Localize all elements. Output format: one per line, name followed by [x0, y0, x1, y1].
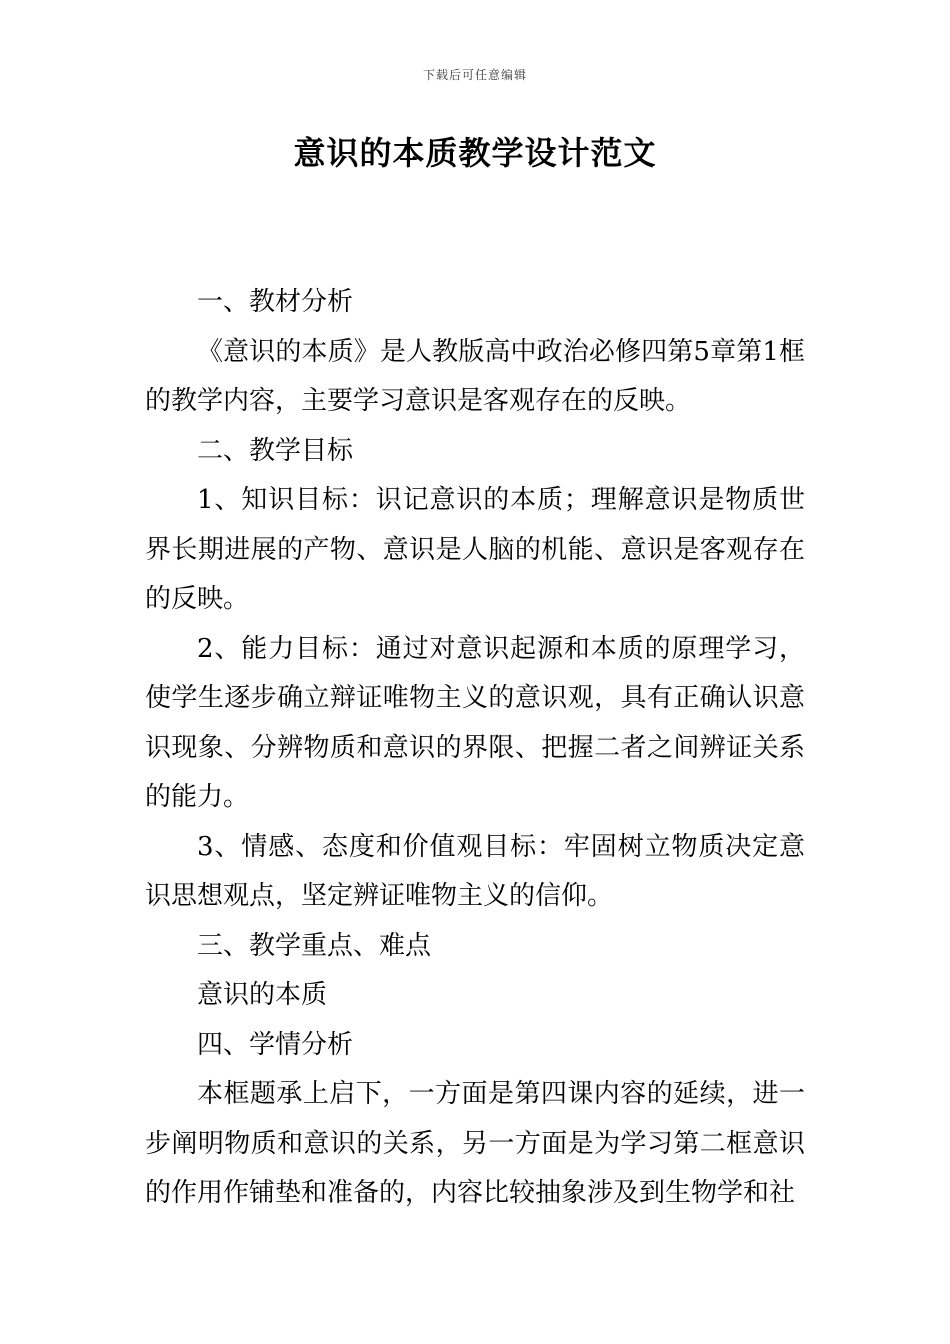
section-heading-textbook-analysis: 一、教材分析 — [197, 287, 354, 317]
paragraph-textbook-analysis: 《意识的本质》是人教版高中政治必修四第5章第1框的教学内容，主要学习意识是客观存在的反映。 — [145, 336, 805, 416]
paragraph-values-goal: 3、情感、态度和价值观目标：牢固树立物质决定意识思想观点，坚定辨证唯物主义的信仰。 — [145, 831, 805, 911]
section-heading-key-points: 三、教学重点、难点 — [197, 930, 432, 961]
section-heading-teaching-goals: 二、教学目标 — [197, 435, 354, 466]
header-note: 下载后可任意编辑 — [422, 68, 527, 82]
paragraph-knowledge-goal: 1、知识目标：识记意识的本质；理解意识是物质世界长期进展的产物、意识是人脑的机能、意识是客观存在的反映。 — [145, 485, 805, 614]
paragraph-key-points: 意识的本质 — [197, 980, 328, 1010]
paragraph-student-analysis: 本框题承上启下，一方面是第四课内容的延续，进一步阐明物质和意识的关系，另一方面是为学习第二框意识的作用作铺垫和准备的，内容比较抽象涉及到生物学和社 — [145, 1079, 805, 1208]
paragraph-ability-goal: 2、能力目标：通过对意识起源和本质的原理学习，使学生逐步确立辩证唯物主义的意识观，具有正确认识意识现象、分辨物质和意识的界限、把握二者之间辨证关系的能力。 — [145, 633, 805, 812]
document-title: 意识的本质教学设计范文 — [293, 134, 657, 172]
section-heading-student-analysis: 四、学情分析 — [197, 1029, 354, 1060]
document-body — [145, 278, 805, 1219]
